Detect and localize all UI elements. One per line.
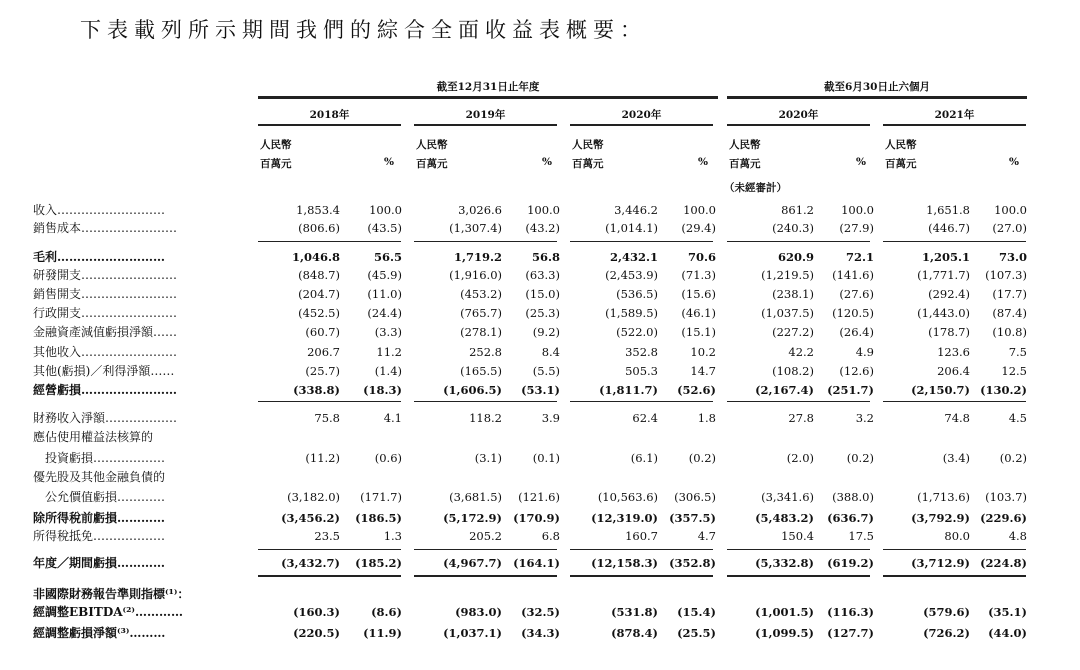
percent-cell: (43.5) [367,221,402,235]
subtotal-rule [727,241,870,242]
amount-cell: (3.4) [942,451,970,465]
row-label-dots: …………………… [81,221,178,235]
row-label [33,363,248,379]
percent-cell: (29.4) [681,221,716,235]
unit-label-million: 百萬元 [572,158,604,170]
row-label-text: 公允價值虧損 [33,490,118,504]
row-label-text: 其他收入 [33,345,82,359]
row-label [33,410,248,426]
percent-cell: (8.6) [371,605,402,619]
percent-cell: (0.2) [688,451,716,465]
percent-cell: (52.6) [677,383,716,397]
subtotal-rule [414,575,557,577]
group-rule-annual [258,96,718,99]
percent-cell: (619.2) [827,556,874,570]
amount-cell: (1,037.5) [761,306,814,320]
unit-label-million: 百萬元 [885,158,917,170]
amount-cell: (11.2) [305,451,340,465]
amount-cell: 861.2 [781,203,814,217]
amount-cell: 27.8 [788,411,814,425]
subtotal-rule [727,549,870,550]
percent-cell: 73.0 [998,250,1027,264]
amount-cell: 42.2 [788,345,814,359]
unit-label-rmb: 人民幣 [260,139,292,151]
amount-cell: (4,967.7) [443,556,502,570]
row-label-dots: ……………………… [57,203,166,217]
row-label-text: 經調整EBITDA⁽²⁾ [33,605,135,619]
amount-cell: (5,172.9) [443,511,502,525]
percent-cell: (12.6) [839,364,874,378]
percent-cell: (5.5) [532,364,560,378]
amount-cell: 620.9 [777,250,814,264]
row-label-text: 銷售開支 [33,287,82,301]
row-label-dots: …………………… [81,306,178,320]
row-label-text: 所得稅抵免 [33,529,94,543]
row-label-dots: …………………… [81,287,178,301]
amount-cell: (848.7) [298,268,340,282]
percent-cell: (306.5) [674,490,716,504]
subtotal-rule [258,575,401,577]
percent-cell: (141.6) [832,268,874,282]
percent-header: % [1009,156,1019,168]
percent-cell: (27.0) [992,221,1027,235]
percent-cell: (388.0) [832,490,874,504]
row-label-text: 金融資產減值虧損淨額 [33,325,154,339]
row-label [33,267,248,283]
amount-cell: (278.1) [460,325,502,339]
year-header: 2021年 [934,109,975,121]
percent-cell: 100.0 [527,203,560,217]
percent-cell: (17.7) [992,287,1027,301]
row-label [33,528,248,544]
percent-cell: (34.3) [521,626,560,640]
percent-cell: (224.8) [980,556,1027,570]
amount-cell: 118.2 [469,411,502,425]
percent-cell: (26.4) [839,325,874,339]
unit-label-million: 百萬元 [416,158,448,170]
row-label-dots: ………… [117,511,166,525]
percent-cell: (27.9) [839,221,874,235]
percent-cell: (185.2) [355,556,402,570]
subtotal-rule [414,549,557,550]
amount-cell: (3,681.5) [449,490,502,504]
row-label [33,586,248,602]
row-label-text: 年度／期間虧損 [33,556,118,570]
amount-cell: (522.0) [616,325,658,339]
percent-cell: 1.3 [383,529,402,543]
percent-cell: (171.7) [360,490,402,504]
amount-cell: (531.8) [611,605,658,619]
percent-cell: (10.8) [992,325,1027,339]
percent-cell: (35.1) [988,605,1027,619]
amount-cell: (765.7) [460,306,502,320]
row-label [33,489,248,505]
percent-cell: (11.9) [363,626,402,640]
amount-cell: (178.7) [928,325,970,339]
percent-cell: (15.1) [681,325,716,339]
amount-cell: (2,453.9) [605,268,658,282]
amount-cell: (5,483.2) [755,511,814,525]
percent-cell: (0.1) [532,451,560,465]
percent-cell: 7.5 [1008,345,1027,359]
amount-cell: (25.7) [305,364,340,378]
row-label-text: 其他(虧損)／利得淨額 [33,364,151,378]
percent-cell: (11.0) [367,287,402,301]
percent-cell: 4.1 [383,411,402,425]
unit-label-rmb: 人民幣 [885,139,917,151]
amount-cell: 252.8 [469,345,502,359]
row-label [33,429,248,445]
amount-cell: 3,026.6 [458,203,502,217]
unit-label-million: 百萬元 [260,158,292,170]
subtotal-rule [414,401,557,402]
row-label-dots: ……… [129,626,166,640]
row-label-text: 毛利 [33,250,58,264]
percent-cell: (0.6) [374,451,402,465]
percent-cell: 8.4 [541,345,560,359]
amount-cell: 62.4 [632,411,658,425]
row-label [33,450,248,466]
subtotal-rule [258,549,401,550]
amount-cell: 80.0 [944,529,970,543]
percent-cell: 100.0 [994,203,1027,217]
percent-cell: 100.0 [369,203,402,217]
amount-cell: 352.8 [625,345,658,359]
amount-cell: (238.1) [772,287,814,301]
percent-cell: (46.1) [681,306,716,320]
amount-cell: (453.2) [460,287,502,301]
amount-cell: (446.7) [928,221,970,235]
row-label [33,324,248,340]
row-label-text: 行政開支 [33,306,82,320]
subtotal-rule [258,241,401,242]
amount-cell: (1,014.1) [605,221,658,235]
amount-cell: (220.5) [293,626,340,640]
percent-cell: (127.7) [827,626,874,640]
amount-cell: (2,167.4) [755,383,814,397]
amount-cell: (3.1) [474,451,502,465]
percent-cell: 100.0 [683,203,716,217]
percent-cell: (170.9) [513,511,560,525]
percent-cell: (120.5) [832,306,874,320]
row-label [33,202,248,218]
amount-cell: (165.5) [460,364,502,378]
row-label-dots: …………………… [81,268,178,282]
percent-cell: 100.0 [841,203,874,217]
percent-cell: (18.3) [363,383,402,397]
percent-cell: 3.2 [855,411,874,425]
amount-cell: (160.3) [293,605,340,619]
row-label-dots: ………… [117,556,166,570]
percent-cell: (63.3) [525,268,560,282]
amount-cell: 206.4 [937,364,970,378]
amount-cell: 3,446.2 [614,203,658,217]
percent-cell: (25.5) [677,626,716,640]
amount-cell: (1,099.5) [755,626,814,640]
percent-cell: 4.5 [1008,411,1027,425]
percent-cell: (53.1) [521,383,560,397]
percent-cell: (352.8) [669,556,716,570]
unit-label-rmb: 人民幣 [416,139,448,151]
percent-header: % [384,156,394,168]
percent-cell: (107.3) [985,268,1027,282]
percent-header: % [542,156,552,168]
amount-cell: (2,150.7) [911,383,970,397]
amount-cell: (10,563.6) [597,490,658,504]
row-label [33,286,248,302]
group-header-annual: 截至12月31日止年度 [436,81,540,93]
percent-cell: (116.3) [827,605,874,619]
amount-cell: 1,853.4 [296,203,340,217]
unit-label-rmb: 人民幣 [572,139,604,151]
percent-cell: 11.2 [376,345,402,359]
group-rule-six-month [727,96,1027,99]
percent-cell: (43.2) [525,221,560,235]
row-label-dots: …………………… [81,345,178,359]
row-label [33,510,248,526]
amount-cell: 1,205.1 [921,250,970,264]
percent-cell: 4.8 [1008,529,1027,543]
year-header: 2020年 [621,109,662,121]
amount-cell: (1,771.7) [917,268,970,282]
unit-label-million: 百萬元 [729,158,761,170]
percent-cell: (15.0) [525,287,560,301]
amount-cell: (204.7) [298,287,340,301]
row-label-dots: …… [150,364,175,378]
amount-cell: (1,589.5) [605,306,658,320]
row-label-text: 銷售成本 [33,221,82,235]
percent-cell: (32.5) [521,605,560,619]
amount-cell: 75.8 [314,411,340,425]
row-label-text: 經營虧損 [33,383,82,397]
amount-cell: (878.4) [611,626,658,640]
row-label-dots: ……………… [93,529,166,543]
percent-cell: (636.7) [827,511,874,525]
amount-cell: (338.8) [293,383,340,397]
row-label-text: 投資虧損 [33,451,94,465]
row-label-text: 除所得稅前虧損 [33,511,118,525]
row-label-dots: ………… [117,490,166,504]
amount-cell: (1,606.5) [443,383,502,397]
amount-cell: (6.1) [630,451,658,465]
row-label [33,469,248,485]
percent-cell: 3.9 [541,411,560,425]
amount-cell: (1,219.5) [761,268,814,282]
row-label-dots: …………………… [81,383,178,397]
amount-cell: 1,046.8 [291,250,340,264]
year-rule [727,124,870,126]
amount-cell: (806.6) [298,221,340,235]
row-label-text: 優先股及其他金融負債的 [33,470,166,484]
year-header: 2018年 [309,109,350,121]
percent-cell: (44.0) [988,626,1027,640]
amount-cell: (1,916.0) [449,268,502,282]
amount-cell: 2,432.1 [609,250,658,264]
amount-cell: (1,443.0) [917,306,970,320]
amount-cell: (12,319.0) [591,511,658,525]
subtotal-rule [414,241,557,242]
row-label-dots: ……………………… [57,250,166,264]
percent-cell: (25.3) [525,306,560,320]
percent-cell: 17.5 [848,529,874,543]
amount-cell: (536.5) [616,287,658,301]
year-rule [883,124,1026,126]
amount-cell: (292.4) [928,287,970,301]
percent-cell: (103.7) [985,490,1027,504]
percent-cell: (186.5) [355,511,402,525]
row-label-text: 研發開支 [33,268,82,282]
row-label [33,249,248,265]
percent-cell: 12.5 [1001,364,1027,378]
amount-cell: (726.2) [923,626,970,640]
amount-cell: (3,712.9) [911,556,970,570]
percent-cell: (27.6) [839,287,874,301]
percent-cell: (0.2) [846,451,874,465]
row-label [33,220,248,236]
amount-cell: (2.0) [786,451,814,465]
amount-cell: 123.6 [937,345,970,359]
amount-cell: (1,037.1) [443,626,502,640]
subtotal-rule [570,241,713,242]
amount-cell: (3,432.7) [281,556,340,570]
amount-cell: 505.3 [625,364,658,378]
percent-cell: 10.2 [690,345,716,359]
percent-cell: (9.2) [532,325,560,339]
percent-cell: (164.1) [513,556,560,570]
subtotal-rule [883,549,1026,550]
percent-cell: (130.2) [980,383,1027,397]
percent-cell: 14.7 [690,364,716,378]
amount-cell: 205.2 [469,529,502,543]
row-label [33,382,248,398]
percent-cell: (357.5) [669,511,716,525]
subtotal-rule [883,241,1026,242]
amount-cell: (3,456.2) [281,511,340,525]
amount-cell: (227.2) [772,325,814,339]
unit-label-rmb: 人民幣 [729,139,761,151]
amount-cell: (3,341.6) [761,490,814,504]
page-title: 下表載列所示期間我們的綜合全面收益表概要： [80,18,647,42]
amount-cell: (12,158.3) [591,556,658,570]
row-label-text: 經調整虧損淨額⁽³⁾ [33,626,130,640]
percent-cell: (71.3) [681,268,716,282]
row-label-text: 財務收入淨額 [33,411,106,425]
percent-cell: 6.8 [541,529,560,543]
percent-cell: 56.5 [373,250,402,264]
percent-cell: 1.8 [697,411,716,425]
year-header: 2019年 [465,109,506,121]
year-rule [414,124,557,126]
subtotal-rule [258,401,401,402]
amount-cell: (3,182.0) [287,490,340,504]
amount-cell: 23.5 [314,529,340,543]
amount-cell: (108.2) [772,364,814,378]
row-label-dots: ……………… [105,411,178,425]
amount-cell: (1,001.5) [755,605,814,619]
percent-cell: 70.6 [687,250,716,264]
percent-cell: (0.2) [999,451,1027,465]
row-label-text: 非國際財務報告準則指標⁽¹⁾： [33,587,190,601]
row-label [33,344,248,360]
amount-cell: 160.7 [625,529,658,543]
amount-cell: 1,651.8 [926,203,970,217]
amount-cell: 1,719.2 [453,250,502,264]
subtotal-rule [727,401,870,402]
percent-cell: (121.6) [518,490,560,504]
amount-cell: (983.0) [455,605,502,619]
year-rule [570,124,713,126]
percent-cell: (15.4) [677,605,716,619]
percent-cell: (251.7) [827,383,874,397]
year-rule [258,124,401,126]
percent-cell: (45.9) [367,268,402,282]
amount-cell: (60.7) [305,325,340,339]
row-label [33,555,248,571]
subtotal-rule [570,549,713,550]
subtotal-rule [727,575,870,577]
percent-cell: 4.9 [855,345,874,359]
row-label-text: 收入 [33,203,58,217]
percent-cell: 56.8 [531,250,560,264]
percent-header: % [856,156,866,168]
percent-cell: (229.6) [980,511,1027,525]
percent-cell: 72.1 [845,250,874,264]
row-label-dots: …… [153,325,178,339]
subtotal-rule [570,401,713,402]
percent-cell: (24.4) [367,306,402,320]
amount-cell: 206.7 [307,345,340,359]
percent-cell: 4.7 [697,529,716,543]
percent-cell: (3.3) [374,325,402,339]
percent-header: % [698,156,708,168]
percent-cell: (1.4) [374,364,402,378]
subtotal-rule [883,401,1026,402]
row-label-text: 應佔使用權益法核算的 [33,430,154,444]
unaudited-note: （未經審計） [724,182,787,194]
subtotal-rule [570,575,713,577]
amount-cell: 74.8 [944,411,970,425]
amount-cell: (240.3) [772,221,814,235]
amount-cell: 150.4 [781,529,814,543]
amount-cell: (3,792.9) [911,511,970,525]
group-header-six-month: 截至6月30日止六個月 [824,81,930,93]
amount-cell: (579.6) [923,605,970,619]
year-header: 2020年 [778,109,819,121]
amount-cell: (1,811.7) [599,383,658,397]
amount-cell: (452.5) [298,306,340,320]
row-label [33,604,248,620]
amount-cell: (1,713.6) [917,490,970,504]
percent-cell: (87.4) [992,306,1027,320]
amount-cell: (1,307.4) [449,221,502,235]
percent-cell: (15.6) [681,287,716,301]
row-label-dots: ………… [134,605,183,619]
row-label-dots: ……………… [93,451,166,465]
row-label [33,625,248,641]
subtotal-rule [883,575,1026,577]
amount-cell: (5,332.8) [755,556,814,570]
row-label [33,305,248,321]
